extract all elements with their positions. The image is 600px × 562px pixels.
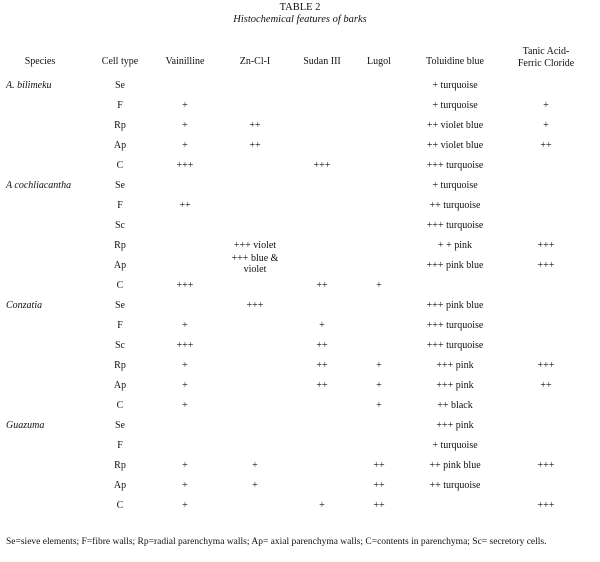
table-row — [0, 160, 600, 180]
cell-type: F — [117, 440, 123, 451]
cell-type: C — [116, 280, 124, 291]
species-name: Conzatia — [6, 300, 43, 311]
cell-type: F — [117, 100, 123, 111]
table-row — [0, 240, 600, 260]
table-row — [0, 140, 600, 160]
table-row — [0, 100, 600, 120]
cell-tanic: +++ — [537, 240, 555, 251]
table-row — [0, 480, 600, 500]
cell-toluidine: + turquoise — [432, 100, 478, 111]
cell-vainilline: +++ — [176, 280, 194, 291]
cell-zn-cl-i: +++ — [246, 300, 264, 311]
table-row — [0, 400, 600, 420]
header-vainilline: Vainilline — [165, 56, 205, 67]
table-row — [0, 440, 600, 460]
cell-zn-cl-i: + — [252, 460, 258, 471]
cell-vainilline: +++ — [176, 340, 194, 351]
cell-type: Ap — [113, 380, 127, 391]
cell-tanic: +++ — [537, 460, 555, 471]
table-row — [0, 320, 600, 340]
cell-vainilline: + — [182, 460, 188, 471]
table-title: TABLE 2 — [279, 2, 321, 13]
cell-vainilline: + — [182, 400, 188, 411]
cell-sudan: ++ — [316, 280, 328, 291]
cell-type: Rp — [114, 240, 126, 251]
cell-toluidine: + turquoise — [432, 440, 478, 451]
table-subtitle: Histochemical features of barks — [233, 14, 367, 25]
cell-zn-cl-i: ++ — [249, 120, 261, 131]
cell-tanic: +++ — [537, 260, 555, 271]
table-row — [0, 340, 600, 360]
cell-toluidine: ++ violet blue — [426, 120, 484, 131]
cell-toluidine: +++ pink blue — [426, 260, 484, 271]
table-row — [0, 220, 600, 240]
cell-toluidine: +++ pink — [436, 420, 474, 431]
cell-lugol: + — [376, 280, 382, 291]
cell-toluidine: ++ pink blue — [429, 460, 481, 471]
cell-vainilline: + — [182, 140, 188, 151]
header-lugol: Lugol — [367, 56, 391, 67]
cell-tanic: +++ — [537, 360, 555, 371]
cell-type: Ap — [113, 480, 127, 491]
cell-type: C — [116, 160, 124, 171]
cell-zn-cl-i: ++ — [249, 140, 261, 151]
cell-zn-cl-i: +++ blue & violet — [231, 253, 279, 275]
table-footnote: Se=sieve elements; F=fibre walls; Rp=radial parenchyma walls; Ap= axial parenchyma walls; C=contents in parenchyma; Sc= secretory cells. — [6, 537, 547, 547]
cell-vainilline: + — [182, 380, 188, 391]
cell-type: Sc — [115, 220, 125, 231]
cell-tanic: + — [543, 120, 549, 131]
header-tanic-line2: Ferric Cloride — [517, 58, 575, 69]
table-row — [0, 460, 600, 480]
cell-vainilline: + — [182, 320, 188, 331]
cell-type: Se — [115, 180, 125, 191]
cell-toluidine: ++ black — [437, 400, 473, 411]
cell-sudan: + — [319, 500, 325, 511]
cell-sudan: + — [319, 320, 325, 331]
cell-toluidine: +++ pink — [436, 380, 474, 391]
cell-type: F — [117, 200, 123, 211]
cell-toluidine: ++ turquoise — [429, 480, 481, 491]
cell-toluidine: +++ turquoise — [426, 320, 484, 331]
cell-toluidine: +++ turquoise — [426, 220, 484, 231]
cell-vainilline: ++ — [179, 200, 191, 211]
table-row — [0, 360, 600, 380]
cell-lugol: + — [376, 380, 382, 391]
table-row — [0, 253, 600, 280]
species-name: A. bilimeku — [6, 80, 52, 91]
cell-type: Rp — [114, 120, 126, 131]
header-sudan: Sudan III — [303, 56, 341, 67]
cell-type: C — [116, 400, 124, 411]
cell-vainilline: + — [182, 100, 188, 111]
cell-type: Ap — [113, 140, 127, 151]
table-row — [0, 200, 600, 220]
cell-toluidine: + turquoise — [432, 80, 478, 91]
cell-type: Rp — [114, 360, 126, 371]
cell-type: C — [116, 500, 124, 511]
cell-tanic: +++ — [537, 500, 555, 511]
cell-type: Se — [115, 420, 125, 431]
cell-vainilline: + — [182, 500, 188, 511]
table-row — [0, 300, 600, 320]
cell-vainilline: + — [182, 120, 188, 131]
cell-lugol: + — [376, 360, 382, 371]
cell-toluidine: ++ violet blue — [426, 140, 484, 151]
cell-lugol: + — [376, 400, 382, 411]
cell-lugol: ++ — [373, 460, 385, 471]
table-row — [0, 120, 600, 140]
cell-toluidine: ++ turquoise — [429, 200, 481, 211]
cell-sudan: ++ — [316, 360, 328, 371]
cell-type: Ap — [113, 260, 127, 271]
cell-sudan: ++ — [316, 380, 328, 391]
species-name: Guazuma — [6, 420, 45, 431]
header-tanic-line1: Tanic Acid- — [522, 46, 570, 57]
header-toluidine: Toluidine blue — [426, 56, 484, 67]
cell-toluidine: + turquoise — [432, 180, 478, 191]
cell-lugol: ++ — [373, 500, 385, 511]
cell-type: Sc — [115, 340, 125, 351]
cell-type: Se — [115, 300, 125, 311]
cell-vainilline: +++ — [176, 160, 194, 171]
cell-tanic: ++ — [540, 380, 552, 391]
cell-vainilline: + — [182, 480, 188, 491]
cell-toluidine: +++ pink — [436, 360, 474, 371]
cell-type: F — [117, 320, 123, 331]
cell-tanic: ++ — [540, 140, 552, 151]
table-row — [0, 420, 600, 440]
header-cell-type: Cell type — [101, 56, 139, 67]
cell-type: Rp — [114, 460, 126, 471]
header-species: Species — [24, 56, 56, 67]
cell-zn-cl-i: +++ violet — [233, 240, 277, 251]
cell-zn-cl-i: + — [252, 480, 258, 491]
cell-toluidine: +++ pink blue — [426, 300, 484, 311]
cell-toluidine: +++ turquoise — [426, 340, 484, 351]
table-row — [0, 180, 600, 200]
cell-type: Se — [115, 80, 125, 91]
table-row — [0, 80, 600, 100]
table-row — [0, 380, 600, 400]
cell-tanic: + — [543, 100, 549, 111]
table-row — [0, 280, 600, 300]
header-zn-cl-i: Zn-Cl-I — [239, 56, 271, 67]
cell-toluidine: + + pink — [437, 240, 473, 251]
cell-sudan: ++ — [316, 340, 328, 351]
cell-sudan: +++ — [313, 160, 331, 171]
species-name: A cochliacantha — [6, 180, 72, 191]
cell-vainilline: + — [182, 360, 188, 371]
table-row — [0, 500, 600, 520]
cell-toluidine: +++ turquoise — [426, 160, 484, 171]
cell-lugol: ++ — [373, 480, 385, 491]
